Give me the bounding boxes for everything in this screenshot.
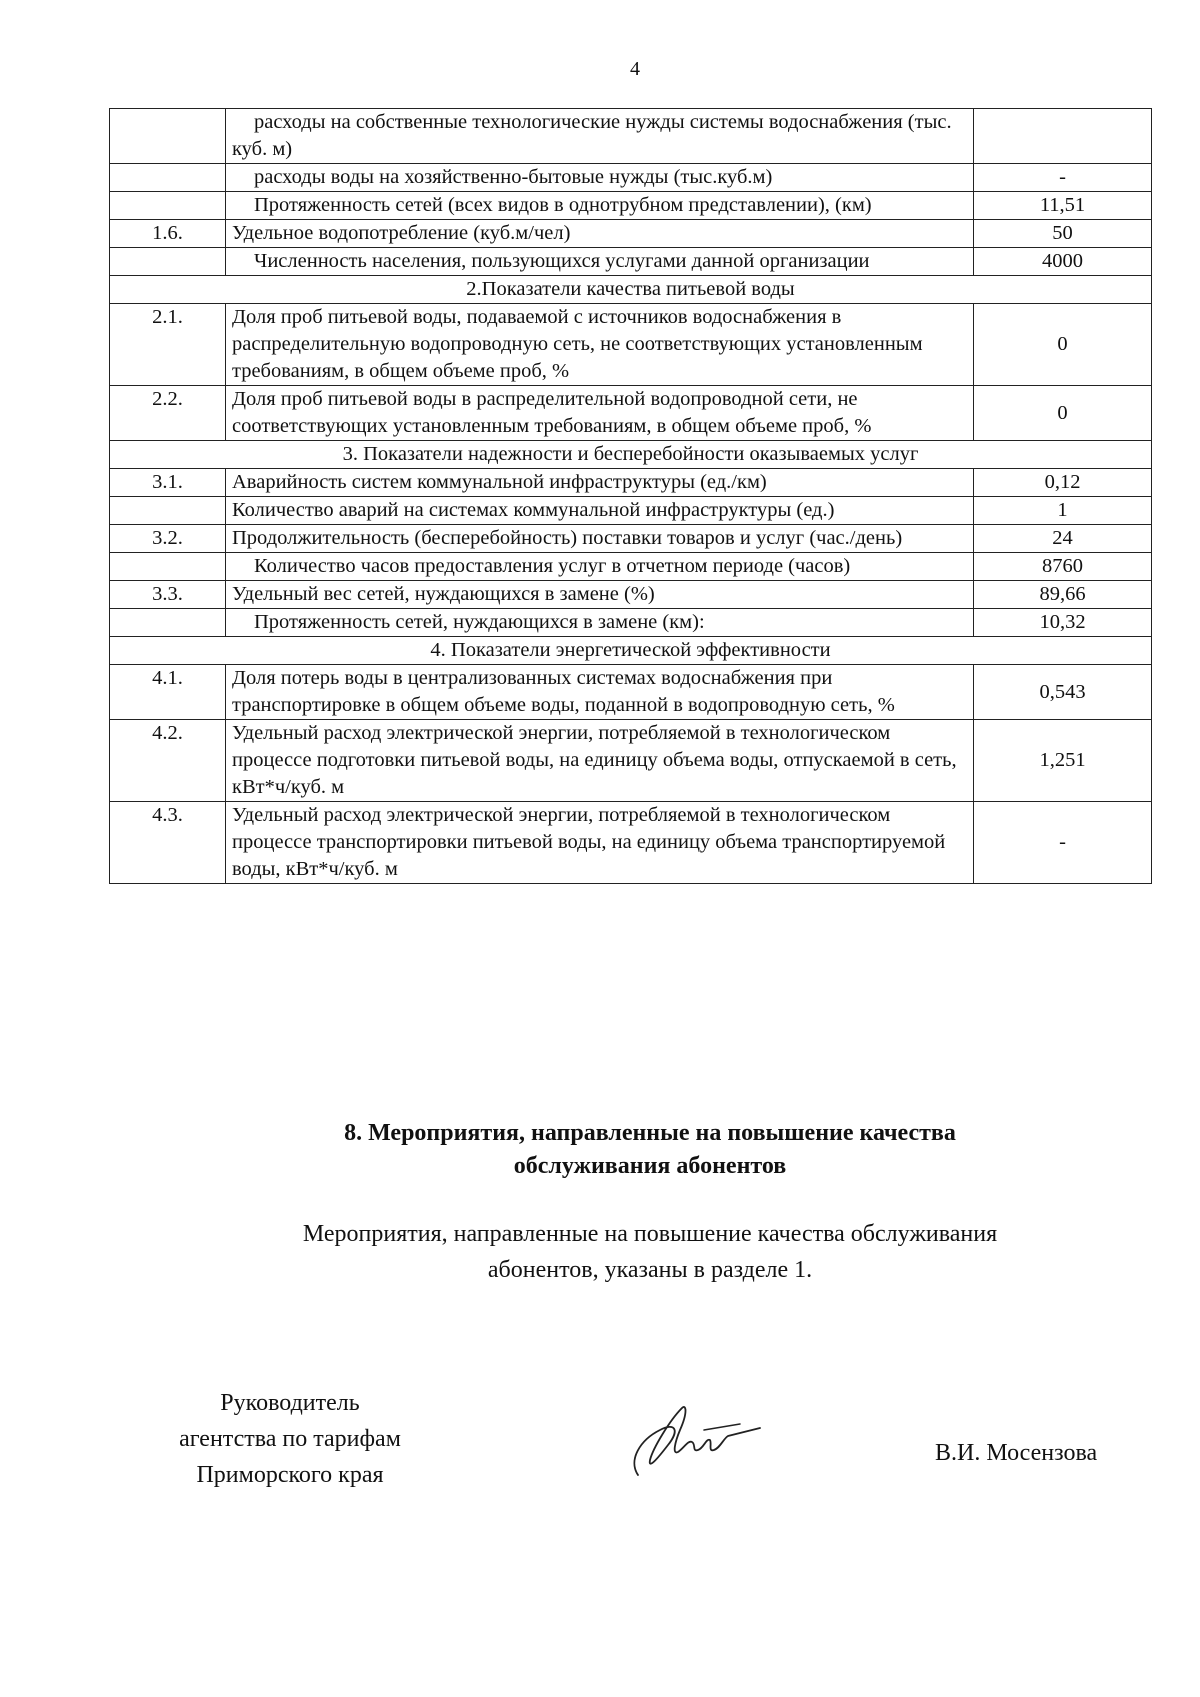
table-row [110, 248, 1152, 276]
indicator-value: 1 [974, 497, 1152, 525]
table-row [110, 497, 1152, 525]
table-row [110, 525, 1152, 553]
row-number: 1.6. [110, 220, 226, 248]
indicator-value: 24 [974, 525, 1152, 553]
section-header-row [110, 441, 1152, 469]
indicator-value: 1,251 [974, 720, 1152, 802]
table-row [110, 164, 1152, 192]
indicators-table [109, 108, 1152, 884]
indicator-value: 10,32 [974, 609, 1152, 637]
indicator-description: Удельный вес сетей, нуждающихся в замене (%) [226, 581, 974, 609]
table-row [110, 720, 1152, 802]
indicator-value: 11,51 [974, 192, 1152, 220]
section-8-text-line-2: абонентов, указаны в разделе 1. [487, 1257, 813, 1283]
table-row [110, 802, 1152, 884]
page-number: 4 [630, 58, 640, 80]
row-number [110, 497, 226, 525]
indicator-value: 4000 [974, 248, 1152, 276]
indicator-description: Удельный расход электрической энергии, потребляемой в технологическом процессе подготовки питьевой воды, на единицу объема воды, отпускаемой в сеть, кВт*ч/куб. м [226, 720, 974, 802]
section-8-text [200, 1216, 1100, 1288]
section-8-heading-line-2: обслуживания абонентов [513, 1153, 787, 1179]
table-row [110, 581, 1152, 609]
indicator-description: Доля потерь воды в централизованных системах водоснабжения при транспортировке в общем объеме воды, поданной в водопроводную сеть, % [226, 665, 974, 720]
table-row [110, 469, 1152, 497]
row-number: 2.1. [110, 304, 226, 386]
row-number: 3.3. [110, 581, 226, 609]
indicator-description: Удельное водопотребление (куб.м/чел) [226, 220, 974, 248]
indicator-description: Протяженность сетей, нуждающихся в замене (км): [226, 609, 974, 637]
section-8-text-line-1: Мероприятия, направленные на повышение качества обслуживания [302, 1221, 998, 1247]
row-number: 4.2. [110, 720, 226, 802]
signer-name: В.И. Мосензова [935, 1440, 1098, 1466]
row-number: 4.1. [110, 665, 226, 720]
indicator-value: 8760 [974, 553, 1152, 581]
table-row [110, 386, 1152, 441]
indicator-description: Аварийность систем коммунальной инфраструктуры (ед./км) [226, 469, 974, 497]
table-row [110, 109, 1152, 164]
indicator-description: расходы воды на хозяйственно-бытовые нужды (тыс.куб.м) [226, 164, 974, 192]
table-row [110, 304, 1152, 386]
indicator-description: Доля проб питьевой воды в распределительной водопроводной сети, не соответствующих установленным требованиям, в общем объеме проб, % [226, 386, 974, 441]
section-header-row [110, 276, 1152, 304]
indicator-value [974, 109, 1152, 164]
signer-title-line-3: Приморского края [196, 1462, 384, 1488]
row-number [110, 192, 226, 220]
indicator-description: расходы на собственные технологические нужды системы водоснабжения (тыс. куб. м) [226, 109, 974, 164]
section-title: 2.Показатели качества питьевой воды [110, 276, 1152, 304]
row-number: 4.3. [110, 802, 226, 884]
indicator-description: Удельный расход электрической энергии, потребляемой в технологическом процессе транспортировки питьевой воды, на единицу объема транспортируемой воды, кВт*ч/куб. м [226, 802, 974, 884]
indicator-description: Численность населения, пользующихся услугами данной организации [226, 248, 974, 276]
indicator-value: - [974, 164, 1152, 192]
signer-title [130, 1385, 450, 1493]
indicator-description: Количество часов предоставления услуг в отчетном периоде (часов) [226, 553, 974, 581]
indicator-value: 0 [974, 304, 1152, 386]
indicator-value: 50 [974, 220, 1152, 248]
row-number: 3.1. [110, 469, 226, 497]
table-row [110, 553, 1152, 581]
table-row [110, 220, 1152, 248]
section-title: 3. Показатели надежности и бесперебойности оказываемых услуг [110, 441, 1152, 469]
row-number [110, 109, 226, 164]
indicator-value: 0,12 [974, 469, 1152, 497]
row-number: 2.2. [110, 386, 226, 441]
row-number [110, 609, 226, 637]
section-8-heading-line-1: 8. Мероприятия, направленные на повышение качества [344, 1120, 956, 1146]
table-row [110, 665, 1152, 720]
row-number: 3.2. [110, 525, 226, 553]
section-header-row [110, 637, 1152, 665]
section-title: 4. Показатели энергетической эффективности [110, 637, 1152, 665]
indicator-description: Протяженность сетей (всех видов в однотрубном представлении), (км) [226, 192, 974, 220]
signer-title-line-2: агентства по тарифам [179, 1426, 401, 1452]
row-number [110, 164, 226, 192]
indicators-table-body [110, 109, 1152, 884]
table-row [110, 609, 1152, 637]
indicator-description: Доля проб питьевой воды, подаваемой с источников водоснабжения в распределительную водопроводную сеть, не соответствующих установленным требованиям, в общем объеме проб, % [226, 304, 974, 386]
section-8-heading [200, 1117, 1100, 1183]
row-number [110, 553, 226, 581]
table-row [110, 192, 1152, 220]
row-number [110, 248, 226, 276]
indicator-value: 0,543 [974, 665, 1152, 720]
indicator-description: Продолжительность (бесперебойность) поставки товаров и услуг (час./день) [226, 525, 974, 553]
handwritten-signature [620, 1400, 765, 1485]
indicator-value: - [974, 802, 1152, 884]
indicator-value: 0 [974, 386, 1152, 441]
signer-title-line-1: Руководитель [220, 1390, 360, 1416]
indicator-description: Количество аварий на системах коммунальной инфраструктуры (ед.) [226, 497, 974, 525]
indicator-value: 89,66 [974, 581, 1152, 609]
